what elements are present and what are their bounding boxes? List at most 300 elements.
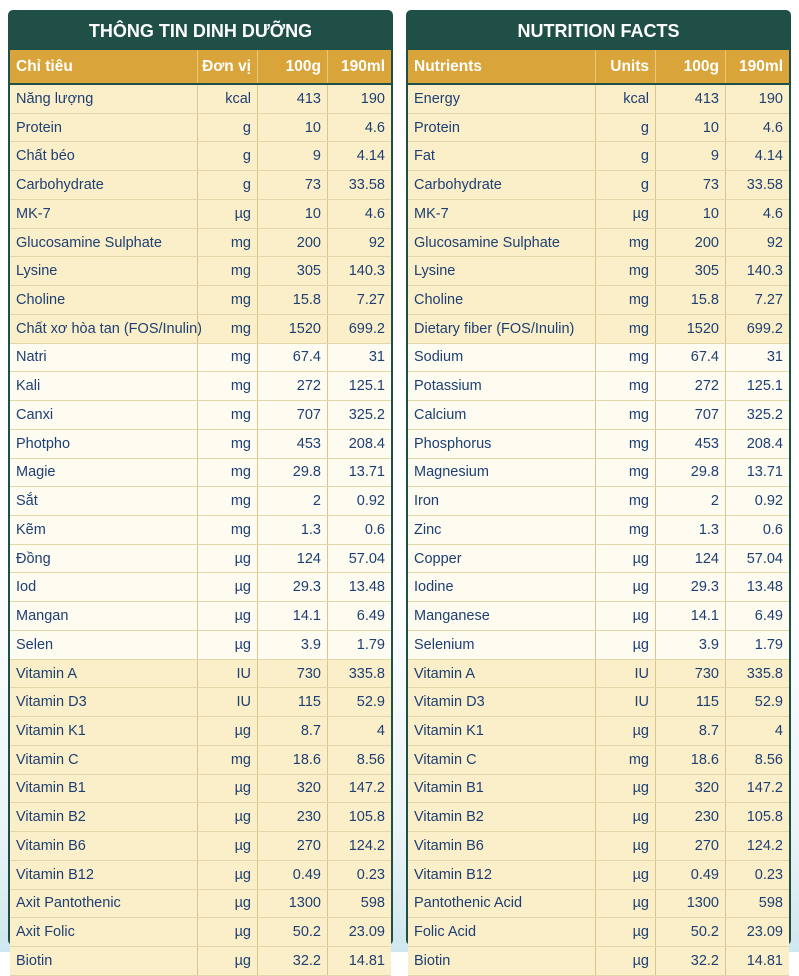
cell-per-190ml: 125.1 <box>327 372 391 400</box>
cell-nutrient: Vitamin A <box>16 665 77 682</box>
cell-per-190ml: 13.71 <box>725 459 789 487</box>
cell-unit: g <box>197 142 257 170</box>
table-row <box>408 890 789 919</box>
cell-unit: µg <box>595 918 655 946</box>
cell-nutrient: Carbohydrate <box>414 177 502 194</box>
cell-per-190ml: 4 <box>327 717 391 745</box>
table-header-en <box>408 50 789 85</box>
cell-nutrient: Calcium <box>414 406 467 423</box>
cell-per-190ml: 147.2 <box>327 775 391 803</box>
header-per-190ml: 190ml <box>725 50 789 83</box>
cell-per-100g: 124 <box>257 545 327 573</box>
cell-per-100g: 1300 <box>257 890 327 918</box>
table-row <box>408 602 789 631</box>
cell-per-100g: 8.7 <box>655 717 725 745</box>
header-nutrient: Chỉ tiêu <box>16 57 73 75</box>
cell-per-100g: 50.2 <box>655 918 725 946</box>
table-row <box>408 487 789 516</box>
cell-unit: mg <box>595 372 655 400</box>
cell-per-100g: 3.9 <box>655 631 725 659</box>
cell-unit: mg <box>197 746 257 774</box>
cell-per-190ml: 14.81 <box>725 947 789 975</box>
cell-unit: µg <box>595 890 655 918</box>
cell-per-190ml: 699.2 <box>725 315 789 343</box>
cell-per-100g: 50.2 <box>257 918 327 946</box>
table-row <box>408 573 789 602</box>
table-row <box>408 832 789 861</box>
cell-nutrient: MK-7 <box>414 205 449 222</box>
cell-per-190ml: 4.6 <box>327 200 391 228</box>
cell-per-190ml: 6.49 <box>725 602 789 630</box>
table-row <box>10 171 391 200</box>
cell-nutrient: Natri <box>16 349 47 366</box>
cell-nutrient: Energy <box>414 90 460 107</box>
cell-per-100g: 14.1 <box>655 602 725 630</box>
cell-nutrient: Năng lượng <box>16 90 94 107</box>
cell-unit: kcal <box>595 85 655 113</box>
table-row <box>10 315 391 344</box>
cell-unit: µg <box>197 573 257 601</box>
cell-per-100g: 8.7 <box>257 717 327 745</box>
table-row <box>408 171 789 200</box>
cell-per-100g: 67.4 <box>257 344 327 372</box>
cell-nutrient: Axit Pantothenic <box>16 895 121 912</box>
cell-per-100g: 2 <box>257 487 327 515</box>
cell-unit: µg <box>595 775 655 803</box>
cell-unit: g <box>595 114 655 142</box>
cell-unit: mg <box>595 516 655 544</box>
cell-unit: µg <box>197 918 257 946</box>
cell-unit: mg <box>595 286 655 314</box>
cell-per-100g: 0.49 <box>257 861 327 889</box>
cell-per-190ml: 325.2 <box>327 401 391 429</box>
cell-unit: IU <box>595 688 655 716</box>
cell-nutrient: Choline <box>16 292 66 308</box>
cell-unit: mg <box>197 257 257 285</box>
cell-nutrient: Vitamin A <box>414 665 475 682</box>
cell-nutrient: Vitamin C <box>414 751 477 768</box>
cell-unit: mg <box>595 487 655 515</box>
cell-per-190ml: 4.6 <box>725 114 789 142</box>
header-per-100g: 100g <box>655 50 725 83</box>
cell-nutrient: Protein <box>16 119 62 136</box>
cell-per-190ml: 13.48 <box>327 573 391 601</box>
table-row <box>10 660 391 689</box>
cell-unit: µg <box>197 200 257 228</box>
cell-unit: IU <box>197 660 257 688</box>
cell-per-100g: 413 <box>655 85 725 113</box>
cell-nutrient: Mangan <box>16 608 69 625</box>
cell-per-190ml: 33.58 <box>725 171 789 199</box>
cell-per-190ml: 33.58 <box>327 171 391 199</box>
cell-nutrient: Lysine <box>16 263 58 280</box>
cell-per-190ml: 13.48 <box>725 573 789 601</box>
cell-nutrient: Iod <box>16 579 37 596</box>
cell-per-100g: 124 <box>655 545 725 573</box>
cell-per-100g: 200 <box>655 229 725 257</box>
cell-unit: µg <box>197 861 257 889</box>
nutrition-table-vi <box>8 10 393 969</box>
cell-unit: mg <box>595 229 655 257</box>
table-row <box>10 257 391 286</box>
cell-per-190ml: 0.6 <box>327 516 391 544</box>
cell-unit: mg <box>197 459 257 487</box>
cell-per-190ml: 140.3 <box>725 257 789 285</box>
cell-per-190ml: 325.2 <box>725 401 789 429</box>
cell-per-100g: 15.8 <box>655 286 725 314</box>
table-row <box>408 688 789 717</box>
panel-title-vi: THÔNG TIN DINH DƯỠNG <box>10 12 391 50</box>
cell-per-190ml: 7.27 <box>725 286 789 314</box>
cell-per-100g: 10 <box>257 114 327 142</box>
cell-nutrient: Pantothenic Acid <box>414 895 523 912</box>
cell-unit: mg <box>197 430 257 458</box>
table-row <box>10 459 391 488</box>
table-row <box>408 344 789 373</box>
table-row <box>10 803 391 832</box>
cell-unit: µg <box>197 631 257 659</box>
cell-nutrient: Manganese <box>414 608 490 625</box>
cell-unit: mg <box>197 344 257 372</box>
cell-nutrient: Sodium <box>414 349 464 366</box>
table-row <box>408 947 789 976</box>
cell-per-100g: 1300 <box>655 890 725 918</box>
cell-per-190ml: 125.1 <box>725 372 789 400</box>
cell-per-190ml: 31 <box>327 344 391 372</box>
cell-per-100g: 73 <box>655 171 725 199</box>
cell-nutrient: Potassium <box>414 378 482 395</box>
table-row <box>408 286 789 315</box>
table-row <box>10 286 391 315</box>
cell-per-100g: 14.1 <box>257 602 327 630</box>
cell-per-190ml: 0.23 <box>725 861 789 889</box>
cell-nutrient: Vitamin B6 <box>414 837 484 854</box>
cell-unit: mg <box>595 746 655 774</box>
cell-nutrient: Vitamin B2 <box>16 809 86 826</box>
cell-unit: µg <box>197 890 257 918</box>
table-row <box>408 803 789 832</box>
table-row <box>408 631 789 660</box>
cell-per-190ml: 57.04 <box>327 545 391 573</box>
table-row <box>408 775 789 804</box>
cell-per-100g: 453 <box>655 430 725 458</box>
cell-nutrient: Vitamin B1 <box>414 780 484 797</box>
cell-per-190ml: 4.14 <box>327 142 391 170</box>
cell-unit: µg <box>595 803 655 831</box>
cell-nutrient: Zinc <box>414 521 442 538</box>
cell-per-100g: 9 <box>655 142 725 170</box>
cell-per-100g: 18.6 <box>257 746 327 774</box>
cell-per-100g: 32.2 <box>257 947 327 975</box>
cell-per-100g: 9 <box>257 142 327 170</box>
cell-per-100g: 67.4 <box>655 344 725 372</box>
cell-per-100g: 230 <box>257 803 327 831</box>
cell-nutrient: Glucosamine Sulphate <box>16 234 162 251</box>
table-row <box>10 631 391 660</box>
cell-per-190ml: 140.3 <box>327 257 391 285</box>
cell-nutrient: Vitamin C <box>16 751 79 768</box>
table-row <box>10 573 391 602</box>
cell-per-190ml: 190 <box>725 85 789 113</box>
cell-per-190ml: 4 <box>725 717 789 745</box>
cell-nutrient: Fat <box>414 148 435 165</box>
cell-unit: µg <box>595 545 655 573</box>
table-row <box>408 85 789 114</box>
table-row <box>408 114 789 143</box>
cell-nutrient: Selenium <box>414 636 475 653</box>
cell-per-100g: 270 <box>257 832 327 860</box>
cell-per-190ml: 699.2 <box>327 315 391 343</box>
cell-nutrient: Kẽm <box>16 521 46 538</box>
cell-nutrient: Iron <box>414 493 439 510</box>
cell-per-190ml: 92 <box>327 229 391 257</box>
cell-unit: µg <box>197 775 257 803</box>
cell-nutrient: Sắt <box>16 493 38 510</box>
cell-nutrient: Biotin <box>16 952 53 969</box>
cell-unit: mg <box>197 401 257 429</box>
cell-per-100g: 0.49 <box>655 861 725 889</box>
table-row <box>10 344 391 373</box>
cell-per-190ml: 14.81 <box>327 947 391 975</box>
table-row <box>10 85 391 114</box>
cell-nutrient: Magie <box>16 464 56 481</box>
cell-nutrient: Vitamin B1 <box>16 780 86 797</box>
cell-per-100g: 29.3 <box>257 573 327 601</box>
cell-unit: µg <box>197 947 257 975</box>
cell-per-190ml: 6.49 <box>327 602 391 630</box>
cell-unit: µg <box>595 200 655 228</box>
cell-nutrient: Canxi <box>16 406 54 423</box>
table-row <box>10 688 391 717</box>
cell-per-100g: 115 <box>655 688 725 716</box>
table-row <box>408 401 789 430</box>
cell-per-100g: 1520 <box>655 315 725 343</box>
cell-unit: mg <box>595 430 655 458</box>
cell-unit: mg <box>595 459 655 487</box>
cell-per-190ml: 208.4 <box>327 430 391 458</box>
cell-per-100g: 270 <box>655 832 725 860</box>
table-row <box>408 372 789 401</box>
cell-unit: mg <box>197 229 257 257</box>
cell-unit: mg <box>197 372 257 400</box>
cell-unit: µg <box>197 602 257 630</box>
cell-nutrient: Vitamin D3 <box>16 694 87 711</box>
cell-per-190ml: 31 <box>725 344 789 372</box>
cell-nutrient: Phosphorus <box>414 435 492 452</box>
cell-per-190ml: 4.6 <box>327 114 391 142</box>
cell-per-100g: 413 <box>257 85 327 113</box>
cell-unit: µg <box>197 832 257 860</box>
cell-per-190ml: 1.79 <box>725 631 789 659</box>
cell-unit: g <box>197 171 257 199</box>
cell-per-190ml: 8.56 <box>725 746 789 774</box>
cell-per-190ml: 190 <box>327 85 391 113</box>
cell-per-100g: 320 <box>655 775 725 803</box>
cell-unit: mg <box>595 401 655 429</box>
cell-nutrient: Folic Acid <box>414 924 477 941</box>
cell-nutrient: Glucosamine Sulphate <box>414 234 560 251</box>
cell-per-190ml: 4.14 <box>725 142 789 170</box>
cell-per-190ml: 0.92 <box>327 487 391 515</box>
cell-nutrient: Vitamin B12 <box>16 866 94 883</box>
panel-title-en: NUTRITION FACTS <box>408 12 789 50</box>
cell-nutrient: Vitamin D3 <box>414 694 485 711</box>
cell-nutrient: Vitamin K1 <box>16 723 86 740</box>
cell-per-100g: 707 <box>655 401 725 429</box>
cell-per-100g: 3.9 <box>257 631 327 659</box>
cell-per-100g: 73 <box>257 171 327 199</box>
cell-nutrient: Vitamin K1 <box>414 723 484 740</box>
cell-per-100g: 18.6 <box>655 746 725 774</box>
cell-per-190ml: 0.23 <box>327 861 391 889</box>
table-row <box>10 832 391 861</box>
cell-unit: kcal <box>197 85 257 113</box>
cell-per-100g: 272 <box>257 372 327 400</box>
cell-unit: µg <box>197 545 257 573</box>
cell-unit: µg <box>595 861 655 889</box>
cell-unit: µg <box>595 602 655 630</box>
cell-unit: mg <box>197 487 257 515</box>
cell-per-100g: 453 <box>257 430 327 458</box>
table-row <box>408 142 789 171</box>
cell-per-190ml: 7.27 <box>327 286 391 314</box>
cell-per-100g: 1520 <box>257 315 327 343</box>
cell-per-190ml: 124.2 <box>327 832 391 860</box>
cell-nutrient: Choline <box>414 292 464 308</box>
cell-nutrient: Kali <box>16 378 41 395</box>
cell-per-190ml: 335.8 <box>327 660 391 688</box>
cell-nutrient: Photpho <box>16 435 71 452</box>
cell-unit: µg <box>595 717 655 745</box>
cell-unit: g <box>595 142 655 170</box>
cell-nutrient: Chất xơ hòa tan (FOS/Inulin) <box>16 320 203 337</box>
cell-per-190ml: 0.92 <box>725 487 789 515</box>
table-row <box>10 229 391 258</box>
cell-unit: mg <box>595 257 655 285</box>
cell-per-190ml: 0.6 <box>725 516 789 544</box>
table-row <box>10 918 391 947</box>
table-row <box>408 918 789 947</box>
table-row <box>10 142 391 171</box>
table-row <box>10 401 391 430</box>
table-row <box>408 229 789 258</box>
nutrition-table-en <box>406 10 791 969</box>
cell-nutrient: Vitamin B2 <box>414 809 484 826</box>
table-row <box>408 861 789 890</box>
table-row <box>408 545 789 574</box>
table-row <box>10 861 391 890</box>
table-row <box>408 200 789 229</box>
cell-per-100g: 10 <box>257 200 327 228</box>
cell-per-190ml: 105.8 <box>725 803 789 831</box>
cell-per-190ml: 208.4 <box>725 430 789 458</box>
cell-per-100g: 29.8 <box>257 459 327 487</box>
cell-unit: mg <box>595 344 655 372</box>
cell-nutrient: Đồng <box>16 550 51 567</box>
cell-per-100g: 29.3 <box>655 573 725 601</box>
cell-nutrient: Vitamin B6 <box>16 837 86 854</box>
cell-per-100g: 1.3 <box>257 516 327 544</box>
table-row <box>408 315 789 344</box>
cell-per-190ml: 52.9 <box>327 688 391 716</box>
cell-nutrient: Dietary fiber (FOS/Inulin) <box>414 320 575 337</box>
cell-per-190ml: 23.09 <box>327 918 391 946</box>
cell-per-190ml: 23.09 <box>725 918 789 946</box>
cell-nutrient: MK-7 <box>16 205 51 222</box>
cell-unit: µg <box>197 803 257 831</box>
cell-nutrient: Selen <box>16 636 54 653</box>
cell-nutrient: Vitamin B12 <box>414 866 492 883</box>
cell-unit: µg <box>595 947 655 975</box>
table-row <box>408 717 789 746</box>
table-row <box>10 717 391 746</box>
cell-per-100g: 10 <box>655 200 725 228</box>
table-body-vi <box>10 85 391 976</box>
cell-unit: mg <box>197 516 257 544</box>
table-row <box>408 430 789 459</box>
cell-per-190ml: 335.8 <box>725 660 789 688</box>
header-nutrient: Nutrients <box>414 57 483 75</box>
cell-per-100g: 10 <box>655 114 725 142</box>
header-per-190ml: 190ml <box>327 50 391 83</box>
cell-per-100g: 200 <box>257 229 327 257</box>
table-body-en <box>408 85 789 976</box>
cell-per-190ml: 105.8 <box>327 803 391 831</box>
cell-per-190ml: 598 <box>725 890 789 918</box>
cell-nutrient: Carbohydrate <box>16 177 104 194</box>
cell-unit: µg <box>197 717 257 745</box>
table-row <box>10 545 391 574</box>
cell-nutrient: Chất béo <box>16 148 75 165</box>
table-row <box>10 947 391 976</box>
table-row <box>10 372 391 401</box>
cell-per-100g: 1.3 <box>655 516 725 544</box>
cell-per-100g: 2 <box>655 487 725 515</box>
header-per-100g: 100g <box>257 50 327 83</box>
table-row <box>408 746 789 775</box>
cell-unit: µg <box>595 832 655 860</box>
cell-per-100g: 730 <box>257 660 327 688</box>
cell-unit: µg <box>595 573 655 601</box>
cell-unit: g <box>197 114 257 142</box>
header-unit: Đơn vị <box>197 50 257 83</box>
table-row <box>10 775 391 804</box>
table-row <box>10 200 391 229</box>
cell-per-190ml: 13.71 <box>327 459 391 487</box>
cell-per-190ml: 52.9 <box>725 688 789 716</box>
cell-nutrient: Axit Folic <box>16 924 75 941</box>
cell-per-100g: 15.8 <box>257 286 327 314</box>
cell-nutrient: Copper <box>414 550 462 567</box>
cell-unit: µg <box>595 631 655 659</box>
cell-nutrient: Protein <box>414 119 460 136</box>
cell-per-100g: 32.2 <box>655 947 725 975</box>
cell-per-190ml: 92 <box>725 229 789 257</box>
table-row <box>10 487 391 516</box>
table-row <box>408 459 789 488</box>
cell-per-100g: 305 <box>257 257 327 285</box>
cell-per-100g: 272 <box>655 372 725 400</box>
cell-unit: mg <box>197 315 257 343</box>
cell-per-190ml: 4.6 <box>725 200 789 228</box>
table-row <box>408 257 789 286</box>
cell-unit: mg <box>197 286 257 314</box>
cell-per-100g: 29.8 <box>655 459 725 487</box>
cell-per-100g: 230 <box>655 803 725 831</box>
table-row <box>408 660 789 689</box>
table-row <box>10 746 391 775</box>
table-row <box>10 890 391 919</box>
